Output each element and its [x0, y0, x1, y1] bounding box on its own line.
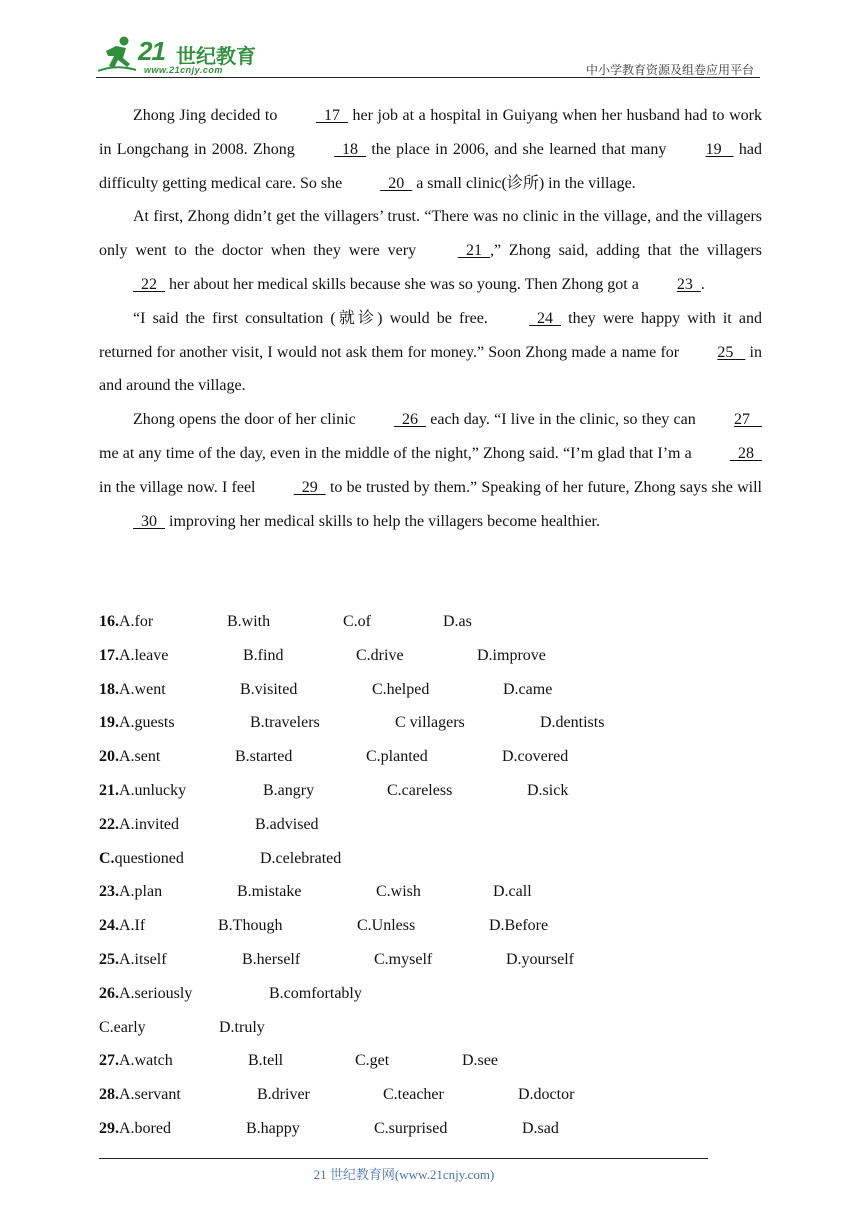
question-number: 24.: [99, 917, 119, 935]
question-18: [99, 673, 762, 707]
option-c: C.surprised: [374, 1119, 448, 1137]
option-b: B.tell: [248, 1052, 284, 1070]
text: me at any time of the day, even in the middle of the night,” Zhong said. “I’m glad that I’m a: [99, 444, 696, 462]
option-b: B.mistake: [237, 883, 302, 901]
option-b: B.herself: [242, 950, 301, 968]
blank-24: 24: [529, 309, 561, 327]
option-c: C.helped: [372, 680, 430, 698]
question-29: [99, 1112, 762, 1146]
text: each day. “I live in the clinic, so they can: [426, 411, 700, 429]
option-a: A.sent: [119, 748, 161, 766]
question-number: 19.: [99, 714, 119, 732]
text: ,” Zhong said, adding that the villagers: [489, 242, 762, 260]
question-28: [99, 1078, 762, 1112]
question-23: [99, 875, 762, 909]
option-d: D.yourself: [506, 950, 574, 968]
option-b: B.travelers: [250, 714, 320, 732]
option-a: A.If: [119, 917, 146, 935]
option-a: A.unlucky: [119, 781, 187, 799]
question-21: [99, 774, 762, 808]
option-d: D.Before: [489, 917, 549, 935]
text: Zhong opens the door of her clinic: [133, 411, 360, 429]
option-a: A.leave: [119, 646, 169, 664]
option-a: A.seriously: [119, 984, 193, 1002]
platform-name: 中小学教育资源及组卷应用平台: [585, 63, 754, 77]
question-number: 27.: [99, 1052, 119, 1070]
option-c: C.myself: [374, 950, 433, 968]
text: in the village now. I feel: [99, 478, 260, 496]
text: a small clinic(诊所) in the village.: [412, 174, 636, 192]
text: in and around the village.: [99, 343, 762, 395]
runner-icon: [96, 34, 140, 74]
text: her about her medical skills because she was so young. Then Zhong got a: [165, 275, 643, 293]
logo-url: www.21cnjy.com: [144, 65, 223, 75]
blank-23: 23: [676, 275, 701, 293]
text: Zhong Jing decided to: [133, 107, 282, 124]
option-a: A.invited: [119, 815, 179, 833]
text: .: [700, 275, 705, 293]
option-c: C.Unless: [357, 917, 416, 935]
question-number: 25.: [99, 950, 119, 968]
blank-29: 29: [293, 478, 326, 496]
option-d: D.covered: [502, 748, 569, 766]
option-b: B.started: [235, 748, 293, 766]
paragraph-4: [99, 403, 762, 538]
text: improving her medical skills to help the villagers become healthier.: [165, 512, 600, 530]
option-d: D.truly: [219, 1018, 265, 1036]
question-16: [99, 605, 762, 639]
option-c: C.drive: [356, 646, 404, 664]
logo-chinese: 世纪教育: [176, 44, 256, 68]
option-a: A.servant: [119, 1086, 181, 1104]
question-number: 20.: [99, 748, 119, 766]
question-number: 23.: [99, 883, 119, 901]
blank-27: 27: [734, 411, 762, 429]
option-d: D.sick: [527, 781, 569, 799]
option-d: D.as: [443, 613, 472, 630]
option-a: A.bored: [119, 1119, 171, 1137]
question-number: 17.: [99, 646, 119, 664]
option-a: A.watch: [119, 1052, 173, 1070]
blank-26: 26: [394, 411, 426, 429]
blank-22: 22: [133, 275, 165, 293]
option-a: A.guests: [119, 714, 175, 732]
blank-18: 18: [334, 140, 367, 158]
text: to be trusted by them.” Speaking of her future, Zhong says she will: [325, 478, 762, 496]
footer-text[interactable]: 21 世纪教育网(www.21cnjy.com): [313, 1167, 495, 1182]
passage: [99, 99, 762, 538]
question-number: 22.: [99, 815, 119, 833]
question-25: [99, 943, 762, 977]
option-d: D.came: [503, 680, 553, 698]
option-b: B.angry: [263, 781, 315, 799]
paragraph-2: [99, 200, 762, 301]
question-number: 21.: [99, 781, 119, 799]
blank-28: 28: [730, 444, 762, 462]
option-c: C.get: [355, 1052, 390, 1070]
blank-17: 17: [315, 107, 348, 124]
option-b: B.visited: [240, 680, 298, 698]
question-22-cont: [99, 842, 762, 876]
text: had difficulty getting medical care. So she: [99, 140, 763, 192]
question-number: 28.: [99, 1086, 119, 1104]
question-20: [99, 740, 762, 774]
paragraph-3: [99, 302, 762, 403]
footer-divider: [99, 1158, 708, 1159]
header-divider: [96, 77, 760, 78]
question-26-cont: [99, 1011, 762, 1045]
question-number: 18.: [99, 680, 119, 698]
option-c: C.careless: [387, 781, 453, 799]
page-header: [96, 34, 760, 78]
text: her job at a hospital in Guiyang when her husband had to work in Longchang in 2008. Zhong: [99, 107, 763, 158]
option-d: D.see: [462, 1052, 498, 1070]
option-c: questioned: [114, 849, 184, 867]
option-d: D.dentists: [540, 714, 605, 732]
blank-19: 19: [705, 140, 734, 158]
option-b: B.driver: [257, 1086, 310, 1104]
blank-20: 20: [380, 174, 413, 192]
site-logo: [96, 34, 266, 76]
option-b: B.find: [243, 646, 284, 664]
option-c-letter: C.: [99, 849, 115, 867]
option-c: C.of: [343, 613, 371, 630]
logo-number: 21: [138, 36, 165, 66]
text: “I said the first consultation (就诊) would be free.: [133, 309, 495, 327]
question-24: [99, 909, 762, 943]
question-27: [99, 1044, 762, 1078]
option-b: B.advised: [255, 815, 319, 833]
text: the place in 2006, and she learned that many: [366, 140, 672, 158]
question-26: [99, 977, 762, 1011]
option-b: B.Though: [218, 917, 283, 935]
blank-21: 21: [457, 242, 490, 260]
option-b: B.comfortably: [269, 984, 362, 1002]
option-b: B.happy: [246, 1119, 300, 1137]
question-number: 26.: [99, 984, 119, 1002]
option-d: D.sad: [522, 1119, 559, 1137]
option-c: C.teacher: [383, 1086, 444, 1104]
option-d: D.celebrated: [260, 849, 342, 867]
question-options: [99, 605, 762, 1146]
question-17: [99, 639, 762, 673]
question-number: 16.: [99, 613, 119, 630]
option-c: C.wish: [376, 883, 421, 901]
question-number: 29.: [99, 1119, 119, 1137]
option-a: A.went: [119, 680, 166, 698]
question-22: [99, 808, 762, 842]
option-c: C villagers: [395, 714, 465, 732]
option-c: C.planted: [366, 748, 428, 766]
blank-30: 30: [133, 512, 165, 530]
blank-25: 25: [717, 343, 746, 361]
page-footer: [0, 1164, 860, 1183]
question-19: [99, 706, 762, 740]
option-a: A.itself: [119, 950, 167, 968]
option-d: D.call: [493, 883, 532, 901]
option-b: B.with: [227, 613, 271, 630]
paragraph-1: [99, 99, 762, 200]
option-a: A.for: [119, 613, 154, 630]
option-d: D.doctor: [518, 1086, 575, 1104]
text: At first, Zhong didn’t get the villagers’ trust. “There was no clinic in the village, and the villagers only went to the doctor when they were very: [99, 208, 762, 260]
text: they were happy with it and returned for another visit, I would not ask them for money.” Soon Zhong made a name for: [99, 309, 762, 361]
option-a: A.plan: [119, 883, 163, 901]
option-c: C.early: [99, 1018, 146, 1036]
option-d: D.improve: [477, 646, 546, 664]
